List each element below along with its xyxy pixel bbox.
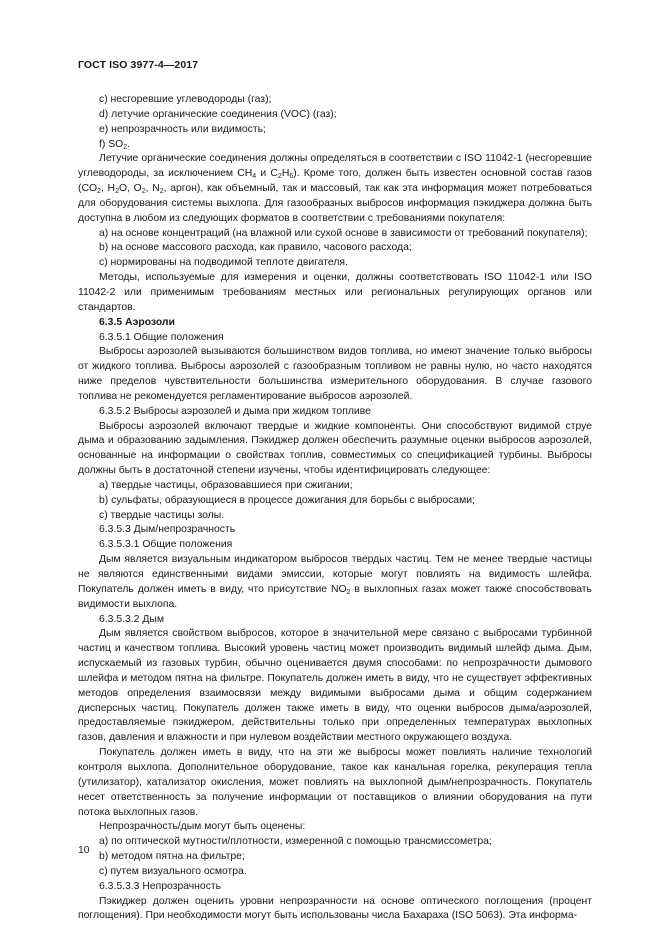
subsection-heading: 6.3.5.3.1 Общие положения xyxy=(99,539,233,551)
subscript: 2 xyxy=(346,588,351,596)
text-fragment: Дым является визуальным индикатором выбросов твердых частиц. Тем не менее твердые частицы не являются единственными видами эмиссии, которые могут повлиять на видимость шлейфа. Покупатель должен иметь в виду, что присутствие NO xyxy=(78,554,592,595)
list-item xyxy=(78,138,592,153)
list-intro: Непрозрачность/дым могут быть оценены: xyxy=(99,821,306,833)
list-item: с) нормированы на подводимой теплоте двигателя. xyxy=(99,257,348,269)
list-item: b) на основе массового расхода, как правило, часового расхода; xyxy=(99,242,412,254)
page-number: 10 xyxy=(78,845,90,856)
list-item: е) непрозрачность или видимость; xyxy=(99,123,266,135)
document-body xyxy=(78,93,592,924)
subscript: 2 xyxy=(159,188,164,196)
paragraph: Выбросы аэрозолей вызываются большинством видов топлива, но имеют значение только выбросы от жидкого топлива. Выбросы аэрозолей с газообразным топливом не равны нулю, но часто находятся ниже пределов чувствительности большинства измерительного оборудования. В случае газового топлива не рекомендуется регламентирование выбросов аэрозолей. xyxy=(78,346,592,402)
list-item: d) летучие органические соединения (VOC) (газ); xyxy=(99,108,337,120)
subsection-heading: 6.3.5.3 Дым/непрозрачность xyxy=(99,524,236,536)
document-header: ГОСТ ISO 3977-4—2017 xyxy=(78,59,199,71)
text-fragment: . xyxy=(127,138,131,150)
list-item: а) по оптической мутности/плотности, измеренной с помощью трансмиссометра; xyxy=(99,836,492,848)
subsection-heading: 6.3.5.2 Выбросы аэрозолей и дыма при жидком топливе xyxy=(99,405,371,417)
subscript: 4 xyxy=(252,173,257,181)
paragraph: Выбросы аэрозолей включают твердые и жидкие компоненты. Они способствуют видимой струе дыма и образованию задымления. Пэкиджер должен обеспечить разумные оценки выбросов аэрозолей, основанные на информации о свойствах топлив, совместимых со спецификацией турбины. Выбросы должны быть в достаточной степени изучены, чтобы идентифицировать следующее: xyxy=(78,420,592,477)
subscript: 2 xyxy=(277,173,282,181)
list-item: с) путем визуального осмотра. xyxy=(99,865,247,877)
subsection-heading: 6.3.5.3.3 Непрозрачность xyxy=(99,880,222,892)
paragraph: Методы, используемые для измерения и оценки, должны соответствовать ISO 11042-1 или ISO 11042-2 или применимым требованиям местных или региональных регулирующих органов или стандартов. xyxy=(78,272,592,313)
text-fragment: в выхлопных газах может также способствовать видимости выхлопа. xyxy=(78,583,592,610)
subscript: 2 xyxy=(97,188,101,196)
text-fragment: O, O xyxy=(118,183,142,195)
subsection-heading: 6.3.5.1 Общие положения xyxy=(99,331,224,343)
list-item: а) твердые частицы, образовавшиеся при сжигании; xyxy=(99,479,353,491)
text-fragment: H xyxy=(281,168,290,180)
text-fragment: Летучие органические соединения должны определяться в соответствии с ISO 11042-1 (несгоревшие углеводороды, за исключением CH xyxy=(78,153,592,180)
paragraph: Покупатель должен иметь в виду, что на эти же выбросы может повлиять наличие технологий контроля выхлопа. Дополнительное оборудование, такое как канальная горелка, рекуперация тепла (утилизатор), катализатор окисления, может повлиять на выхлопной дым/непрозрачность. Покупатель несет ответственность за получение информации от поставщиков о влиянии оборудования на пути потока выхлопных газов. xyxy=(78,747,592,818)
list-item: b) сульфаты, образующиеся в процессе дожигания для борьбы с выбросами; xyxy=(99,494,475,506)
list-item: а) на основе концентраций (на влажной или сухой основе в зависимости от требований покупателя); xyxy=(99,227,588,239)
text-fragment: , H xyxy=(100,183,116,195)
text-fragment: ). Кроме того, должен быть известен основной состав газов (CO xyxy=(78,168,592,195)
subscript: 2 xyxy=(115,188,119,196)
list-item: с) несгоревшие углеводороды (газ); xyxy=(99,94,272,105)
section-heading: 6.3.5 Аэрозоли xyxy=(99,316,175,328)
subscript: 2 xyxy=(141,188,146,196)
list-item: с) твердые частицы золы. xyxy=(99,509,225,521)
paragraph: Дым является свойством выбросов, которое в значительной мере связано с выбросами турбинной частиц и качеством топлива. Высокий уровень частиц может производить видимый шлейф дыма. Дым, испускаемый из газовых турбин, обычно оценивается двумя способами: по непрозрачности дымового шлейфа и методом пятна на фильтре. Покупатель должен иметь в виду, что не существует эффективных методов определения взаимосвязи между видимыми выбросами дыма и общим содержанием дисперсных частиц. Покупатель должен также иметь в виду, что оценки выбросов дыма/аэрозолей, предоставляемые пэкиджером, действительны только при определенных температурах выхлопных газов, давления и влажности и при нулевом воздействии местного окружающего воздуха. xyxy=(78,628,592,744)
subsection-heading: 6.3.5.3.2 Дым xyxy=(99,613,164,625)
paragraph xyxy=(78,152,592,226)
subscript: 6 xyxy=(289,173,294,181)
paragraph xyxy=(78,553,592,612)
text-fragment: , аргон), как объемный, так и массовый, так как эта информация может потребоваться для оборудования системы выхлопа. Для газообразных выбросов информация пэкиджера должна быть доступна в любом из следующих форматов в соответствии с требованиями покупателя: xyxy=(78,183,592,224)
paragraph: Пэкиджер должен оценить уровни непрозрачности на основе оптического поглощения (процент поглощения). При необходимости могут быть использованы числа Бахараха (ISO 5063). Эта информа- xyxy=(78,895,592,922)
text-fragment: и C xyxy=(256,168,278,180)
text-fragment: f) SO xyxy=(99,138,124,150)
list-item: b) методом пятна на фильтре; xyxy=(99,851,245,863)
subscript: 2 xyxy=(123,143,128,151)
text-fragment: , N xyxy=(145,183,160,195)
